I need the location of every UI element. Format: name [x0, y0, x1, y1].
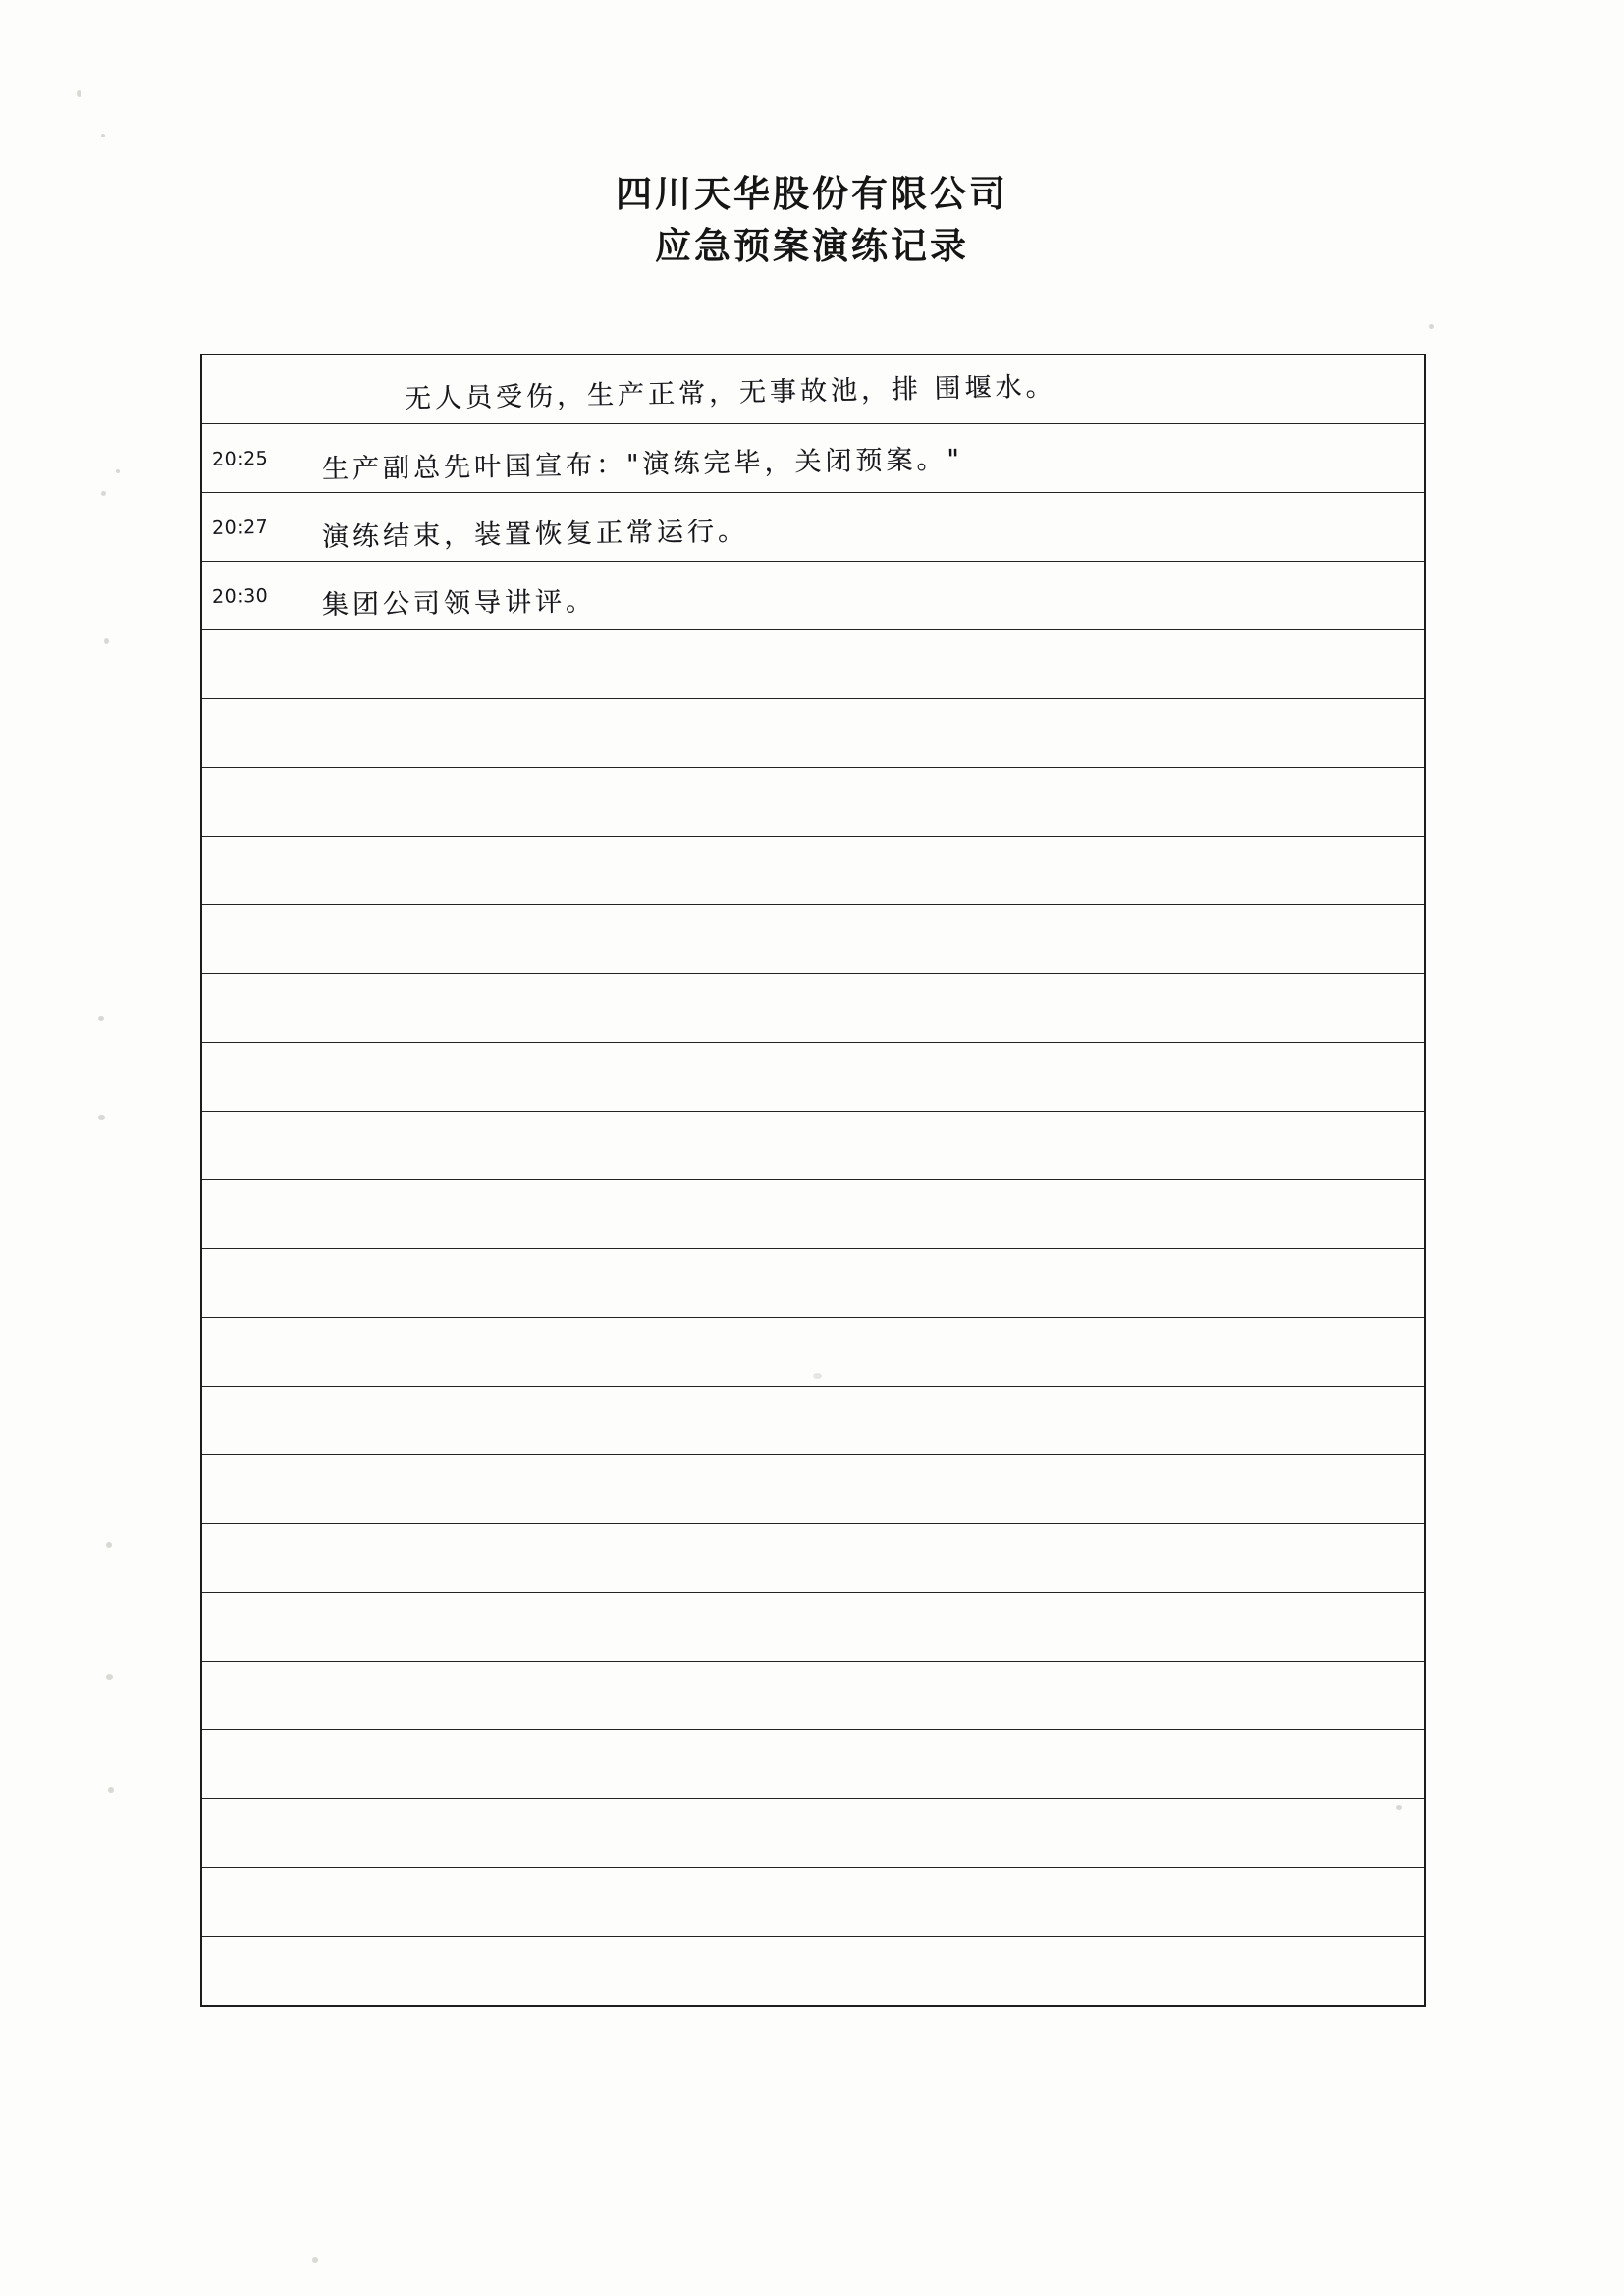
- table-row-blank: [202, 1937, 1424, 2005]
- page-title-line-1: 四川天华股份有限公司: [616, 173, 1008, 215]
- table-row-blank: [202, 1730, 1424, 1799]
- table-row-blank: [202, 1318, 1424, 1387]
- table-row: [202, 424, 1424, 493]
- table-row-blank: [202, 1043, 1424, 1112]
- scan-speck: [98, 1115, 105, 1120]
- scan-speck: [116, 469, 120, 473]
- table-row-blank: [202, 699, 1424, 768]
- entry-time: 20:30: [211, 584, 269, 608]
- table-row-blank: [202, 1455, 1424, 1524]
- table-row-blank: [202, 974, 1424, 1043]
- entry-text: 集团公司领导讲评。: [321, 586, 597, 621]
- scan-speck: [1429, 324, 1434, 329]
- scan-speck: [104, 638, 109, 644]
- table-row-blank: [202, 1112, 1424, 1180]
- scan-speck: [106, 1542, 112, 1548]
- table-row-blank: [202, 1180, 1424, 1249]
- table-row-blank: [202, 905, 1424, 974]
- table-row: [202, 355, 1424, 424]
- table-row: [202, 562, 1424, 630]
- page-title-line-2: 应急预案演练记录: [655, 224, 969, 267]
- scan-speck: [108, 1787, 114, 1793]
- table-row-blank: [202, 1662, 1424, 1730]
- scan-speck: [312, 2257, 318, 2263]
- table-row-blank: [202, 1387, 1424, 1455]
- scan-speck: [77, 90, 81, 97]
- table-row-blank: [202, 837, 1424, 905]
- record-table: [200, 354, 1426, 2007]
- entry-time: 20:25: [211, 447, 269, 470]
- entry-text: 演练结束，装置恢复正常运行。: [321, 516, 749, 553]
- table-row-blank: [202, 630, 1424, 699]
- scan-speck: [101, 134, 105, 137]
- scan-speck: [101, 491, 106, 496]
- row-content: [202, 493, 1424, 561]
- row-content: [202, 424, 1424, 492]
- table-row-blank: [202, 768, 1424, 837]
- entry-time: [202, 388, 318, 390]
- row-content: [202, 355, 1424, 423]
- row-content: [202, 562, 1424, 629]
- table-row-blank: [202, 1249, 1424, 1318]
- table-row-blank: [202, 1799, 1424, 1868]
- table-row-blank: [202, 1868, 1424, 1937]
- entry-text: 生产副总先叶国宣布："演练完毕，关闭预案。": [321, 444, 964, 485]
- scan-speck: [106, 1674, 113, 1680]
- scan-speck: [98, 1016, 104, 1021]
- table-row-blank: [202, 1593, 1424, 1662]
- document-header: [0, 169, 1624, 272]
- table-row-blank: [202, 1524, 1424, 1593]
- entry-text: 无人员受伤，生产正常，无事故池，排 围堰水。: [404, 371, 1056, 415]
- table-row: [202, 493, 1424, 562]
- entry-time: 20:27: [211, 516, 269, 539]
